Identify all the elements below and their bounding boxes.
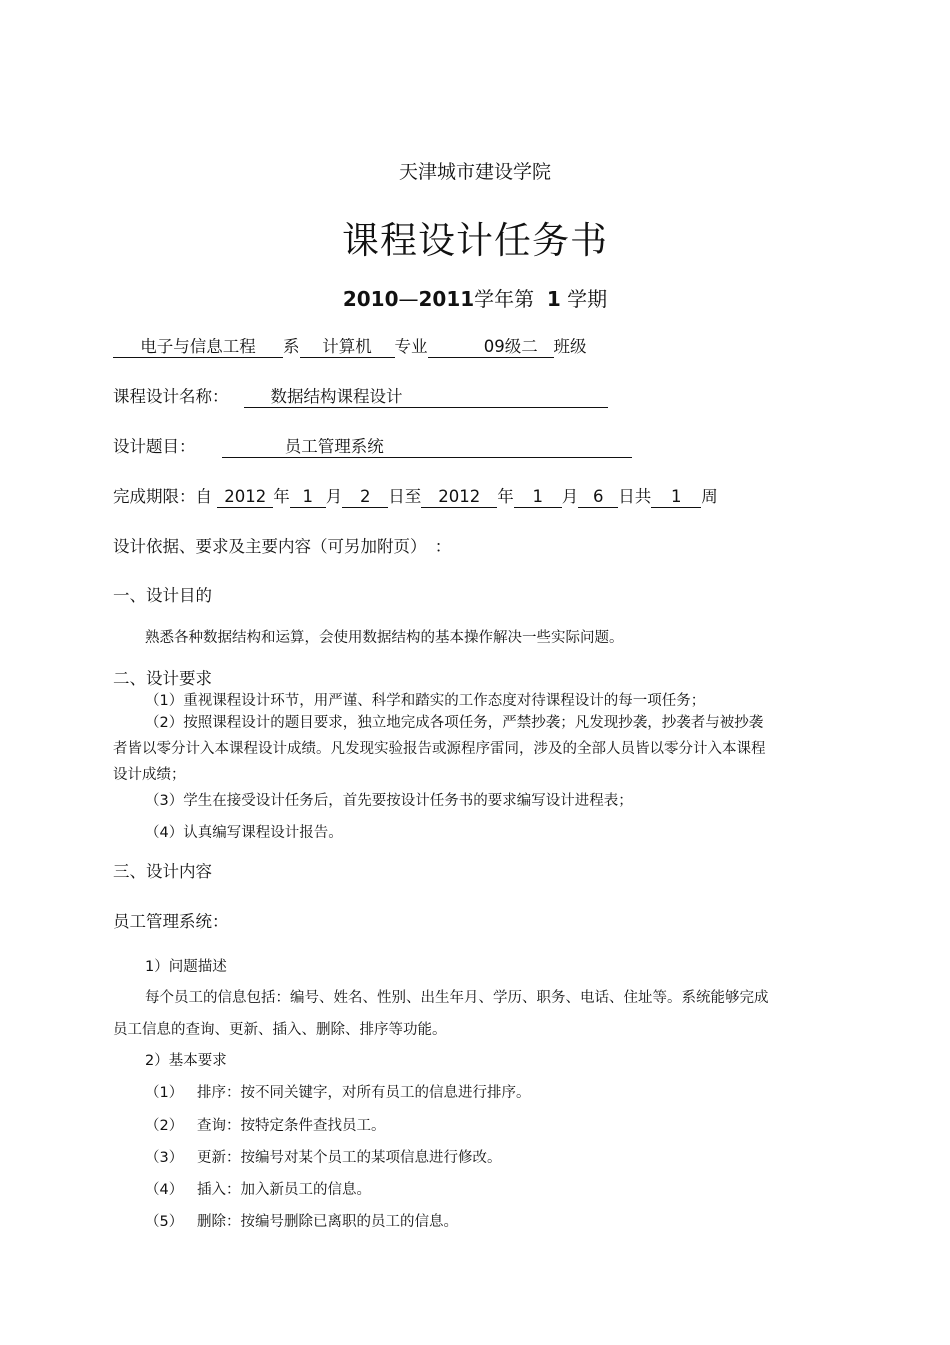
design-name-label: 课程设计名称： [113, 387, 229, 406]
requirement-row [145, 1081, 531, 1102]
term-suffix: 学期 [567, 287, 608, 311]
weeks-unit: 周 [701, 487, 718, 506]
total-label: 日共 [618, 487, 652, 506]
period-row [113, 483, 718, 508]
requirement-item: （4）认真编写课程设计报告。 [145, 825, 343, 841]
requirement-number: （1） [145, 1085, 184, 1101]
requirement-text: 排序：按不同关键字，对所有员工的信息进行排序。 [197, 1085, 531, 1101]
section2-heading: 二、设计要求 [113, 669, 212, 688]
requirements-heading: 2）基本要求 [145, 1053, 227, 1069]
school-name: 天津城市建设学院 [398, 161, 551, 183]
requirement-text: 插入：加入新员工的信息。 [197, 1182, 371, 1198]
department-label: 系 [283, 337, 300, 356]
start-year-unit: 年 [273, 487, 290, 506]
class-value: 09级二 [428, 338, 554, 358]
problem-text: 每个员工的信息包括：编号、姓名、性别、出生年月、学历、职务、电话、住址等。系统能够完成员工信息的查询、更新、插入、删除、排序等功能。 [113, 990, 769, 1038]
requirement-number: （4） [145, 1182, 184, 1198]
start-month-unit: 月 [325, 487, 343, 506]
term-year-end: 2011 [418, 287, 475, 311]
document-title: 课程设计任务书 [342, 219, 608, 262]
term-year-start: 2010 [342, 287, 399, 311]
requirement-row [145, 1178, 371, 1199]
requirement-text: 查询：按特定条件查找员工。 [197, 1118, 386, 1134]
weeks-value: 1 [651, 488, 701, 508]
requirement-row [145, 1114, 386, 1135]
end-month: 1 [514, 488, 562, 508]
requirement-row [145, 1210, 458, 1231]
department-value: 电子与信息工程 [113, 338, 283, 358]
requirement-number: （5） [145, 1214, 184, 1230]
system-name: 员工管理系统： [113, 912, 229, 931]
requirement-item: （3）学生在接受设计任务后，首先要按设计任务书的要求编写设计进程表； [145, 793, 633, 809]
requirement-number: （2） [145, 1118, 184, 1134]
period-label: 完成期限：自 [113, 487, 212, 506]
end-year-unit: 年 [497, 487, 514, 506]
end-day: 6 [578, 488, 618, 508]
design-topic-value: 员工管理系统 [222, 438, 632, 458]
class-line [113, 333, 587, 358]
major-value: 计算机 [300, 338, 395, 358]
design-topic-row [113, 433, 632, 458]
requirement-text: 更新：按编号对某个员工的某项信息进行修改。 [197, 1150, 502, 1166]
basis-heading: 设计依据、要求及主要内容（可另加附页） ： [113, 537, 452, 556]
section1-text: 熟悉各种数据结构和运算，会使用数据结构的基本操作解决一些实际问题。 [145, 630, 624, 646]
problem-heading: 1）问题描述 [145, 959, 227, 975]
section3-heading: 三、设计内容 [113, 862, 212, 881]
start-month: 1 [290, 488, 326, 508]
term-sep: — [398, 287, 419, 311]
term-number: 1 [546, 287, 561, 311]
design-name-value: 数据结构课程设计 [244, 388, 608, 408]
requirement-number: （3） [145, 1150, 184, 1166]
requirement-row [145, 1146, 502, 1167]
term-line [0, 283, 950, 312]
requirement-text: 删除：按编号删除已离职的员工的信息。 [197, 1214, 458, 1230]
major-label: 专业 [394, 337, 428, 356]
term-year-suffix: 学年第 [474, 287, 535, 311]
class-label: 班级 [553, 337, 587, 356]
end-year: 2012 [421, 488, 497, 508]
requirement-item: （1）重视课程设计环节，用严谨、科学和踏实的工作态度对待课程设计的每一项任务； [145, 693, 706, 709]
to-label: 日至 [388, 487, 422, 506]
design-name-row [113, 383, 608, 408]
start-day: 2 [342, 488, 388, 508]
design-topic-label: 设计题目： [113, 437, 196, 456]
section1-heading: 一、设计目的 [113, 586, 212, 605]
end-month-unit: 月 [561, 487, 579, 506]
start-year: 2012 [217, 488, 273, 508]
requirement-item: （2）按照课程设计的题目要求，独立地完成各项任务，严禁抄袭；凡发现抄袭，抄袭者与被抄袭者皆以零分计入本课程设计成绩。凡发现实验报告或源程序雷同，涉及的全部人员皆以零分计入本课程设计成绩； [113, 715, 766, 783]
